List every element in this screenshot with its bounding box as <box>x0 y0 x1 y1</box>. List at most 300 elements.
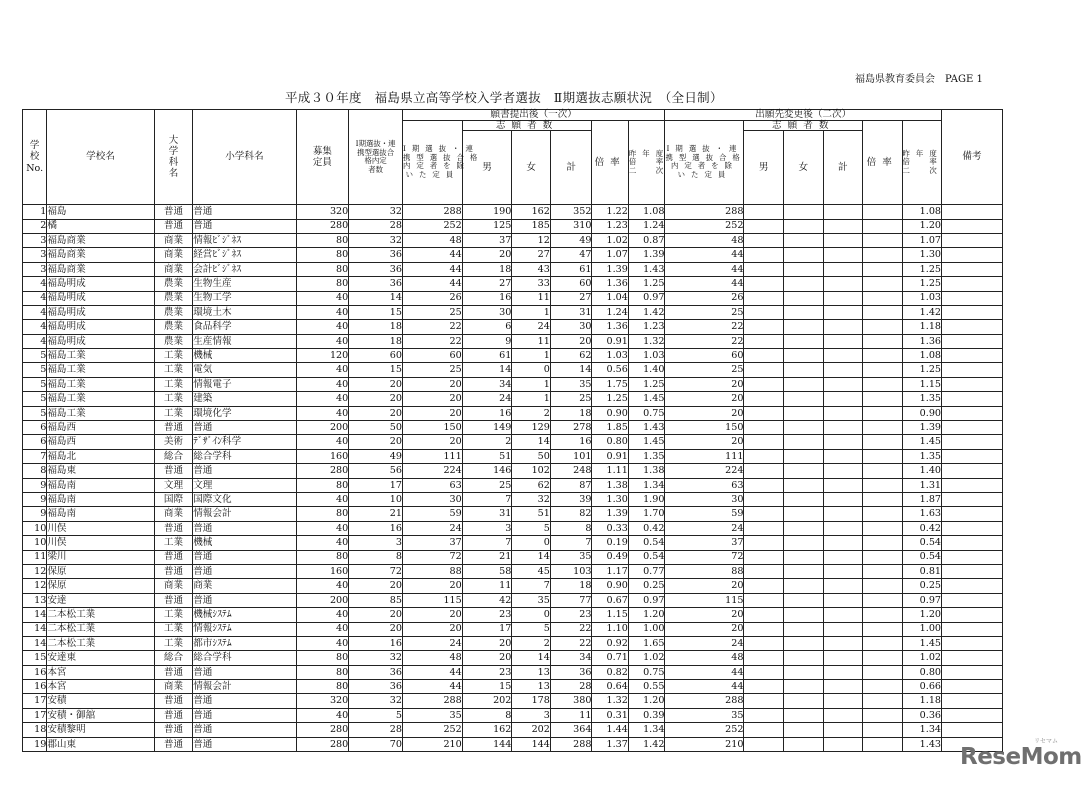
cell-prev-ratio: 1.43 <box>628 262 665 276</box>
table-row <box>23 320 1003 334</box>
cell-female2 <box>783 464 823 478</box>
cell-subdept: ﾃﾞｻﾞｲﾝ科学 <box>193 435 296 449</box>
cell-quota: 26 <box>402 291 462 305</box>
cell-male2 <box>744 248 784 262</box>
cell-female: 0 <box>512 608 551 622</box>
header-school-no <box>23 110 47 205</box>
cell-prev-ratio: 1.38 <box>628 464 665 478</box>
table-row <box>23 219 1003 233</box>
cell-prev-ratio: 1.42 <box>628 737 665 751</box>
cell-total: 352 <box>550 205 592 219</box>
cell-male2 <box>744 277 784 291</box>
cell-female: 144 <box>512 737 551 751</box>
cell-ratio: 1.30 <box>592 493 628 507</box>
table-row <box>23 536 1003 550</box>
cell-quota: 22 <box>402 334 462 348</box>
header-applicants2: 志願者数 <box>744 120 863 131</box>
cell-total: 34 <box>550 651 592 665</box>
cell-quota2: 24 <box>665 636 744 650</box>
cell-dept: 商業 <box>154 262 193 276</box>
cell-capacity: 80 <box>296 651 349 665</box>
cell-prev-ratio: 0.87 <box>628 233 665 247</box>
cell-subdept: 普通 <box>193 593 296 607</box>
cell-quota2: 288 <box>665 694 744 708</box>
cell-school: 川俣 <box>47 521 154 535</box>
table-row <box>23 392 1003 406</box>
cell-male2 <box>744 464 784 478</box>
cell-subdept: 総合学科 <box>193 449 296 463</box>
cell-total2 <box>823 680 863 694</box>
cell-male: 8 <box>462 708 512 722</box>
cell-total: 31 <box>550 305 592 319</box>
cell-male: 7 <box>462 536 512 550</box>
cell-ratio: 0.90 <box>592 406 628 420</box>
table-row <box>23 262 1003 276</box>
cell-ratio2 <box>863 550 903 564</box>
cell-prev-ratio2: 0.66 <box>902 680 942 694</box>
cell-total: 8 <box>550 521 592 535</box>
cell-ratio: 1.39 <box>592 507 628 521</box>
cell-subdept: 普通 <box>193 737 296 751</box>
cell-school-no: 14 <box>23 622 47 636</box>
cell-dept: 美術 <box>154 435 193 449</box>
cell-quota: 20 <box>402 608 462 622</box>
cell-male: 24 <box>462 392 512 406</box>
cell-total: 36 <box>550 665 592 679</box>
cell-capacity: 40 <box>296 392 349 406</box>
cell-quota2: 60 <box>665 349 744 363</box>
cell-note <box>942 651 1003 665</box>
cell-ratio: 0.92 <box>592 636 628 650</box>
header-prev-ratio2 <box>902 120 942 205</box>
cell-dept: 農業 <box>154 277 193 291</box>
cell-prev-ratio2: 1.08 <box>902 205 942 219</box>
cell-male: 7 <box>462 493 512 507</box>
cell-capacity: 40 <box>296 636 349 650</box>
cell-note <box>942 320 1003 334</box>
cell-note <box>942 334 1003 348</box>
cell-quota: 59 <box>402 507 462 521</box>
header-male2: 男 <box>744 131 784 205</box>
cell-quota2: 30 <box>665 493 744 507</box>
cell-prev-ratio2: 0.97 <box>902 593 942 607</box>
cell-total: 7 <box>550 536 592 550</box>
cell-total2 <box>823 262 863 276</box>
cell-quota2: 88 <box>665 564 744 578</box>
cell-ratio2 <box>863 521 903 535</box>
cell-ratio2 <box>863 564 903 578</box>
cell-male: 30 <box>462 305 512 319</box>
cell-total: 61 <box>550 262 592 276</box>
cell-phase1: 21 <box>349 507 403 521</box>
cell-total2 <box>823 248 863 262</box>
cell-prev-ratio: 1.42 <box>628 305 665 319</box>
cell-note <box>942 305 1003 319</box>
cell-ratio: 1.44 <box>592 723 628 737</box>
cell-capacity: 280 <box>296 464 349 478</box>
cell-capacity: 280 <box>296 737 349 751</box>
cell-female: 1 <box>512 305 551 319</box>
cell-phase1: 20 <box>349 579 403 593</box>
cell-male2 <box>744 233 784 247</box>
cell-total: 18 <box>550 579 592 593</box>
table-row <box>23 507 1003 521</box>
cell-total2 <box>823 579 863 593</box>
cell-female2 <box>783 622 823 636</box>
cell-phase1: 28 <box>349 219 403 233</box>
cell-prev-ratio: 1.25 <box>628 277 665 291</box>
cell-ratio2 <box>863 320 903 334</box>
cell-ratio: 1.02 <box>592 233 628 247</box>
cell-total: 47 <box>550 248 592 262</box>
cell-female2 <box>783 277 823 291</box>
applicant-status-table <box>22 109 1003 752</box>
cell-female: 0 <box>512 363 551 377</box>
cell-school-no: 4 <box>23 305 47 319</box>
cell-phase1: 20 <box>349 608 403 622</box>
cell-ratio2 <box>863 205 903 219</box>
cell-quota2: 20 <box>665 377 744 391</box>
cell-subdept: 情報会計 <box>193 507 296 521</box>
cell-prev-ratio2: 0.54 <box>902 550 942 564</box>
cell-ratio2 <box>863 449 903 463</box>
cell-total2 <box>823 737 863 751</box>
cell-dept: 普通 <box>154 593 193 607</box>
cell-quota2: 25 <box>665 363 744 377</box>
table-row <box>23 694 1003 708</box>
cell-quota: 30 <box>402 493 462 507</box>
cell-dept: 総合 <box>154 651 193 665</box>
cell-school: 保原 <box>47 579 154 593</box>
cell-capacity: 80 <box>296 233 349 247</box>
resemom-logo <box>960 738 1082 770</box>
cell-quota2: 224 <box>665 464 744 478</box>
cell-total2 <box>823 493 863 507</box>
cell-school: 福島明成 <box>47 334 154 348</box>
cell-male: 15 <box>462 680 512 694</box>
cell-phase1: 50 <box>349 421 403 435</box>
cell-male: 144 <box>462 737 512 751</box>
cell-quota: 20 <box>402 377 462 391</box>
cell-quota: 44 <box>402 262 462 276</box>
cell-phase1: 36 <box>349 262 403 276</box>
cell-school: 安達 <box>47 593 154 607</box>
cell-dept: 普通 <box>154 205 193 219</box>
cell-school-no: 12 <box>23 579 47 593</box>
cell-prev-ratio2: 1.07 <box>902 233 942 247</box>
cell-school-no: 3 <box>23 233 47 247</box>
cell-quota2: 20 <box>665 608 744 622</box>
cell-female: 27 <box>512 248 551 262</box>
table-row <box>23 377 1003 391</box>
cell-prev-ratio2: 1.20 <box>902 219 942 233</box>
cell-male: 23 <box>462 665 512 679</box>
cell-prev-ratio2: 1.25 <box>902 363 942 377</box>
cell-female: 62 <box>512 478 551 492</box>
cell-quota2: 44 <box>665 665 744 679</box>
cell-phase1: 20 <box>349 377 403 391</box>
cell-ratio: 1.38 <box>592 478 628 492</box>
cell-total2 <box>823 521 863 535</box>
cell-note <box>942 277 1003 291</box>
cell-male: 58 <box>462 564 512 578</box>
cell-prev-ratio: 1.34 <box>628 723 665 737</box>
cell-note <box>942 694 1003 708</box>
cell-capacity: 80 <box>296 680 349 694</box>
cell-total2 <box>823 723 863 737</box>
cell-male: 149 <box>462 421 512 435</box>
cell-subdept: 都市ｼｽﾃﾑ <box>193 636 296 650</box>
cell-prev-ratio: 1.03 <box>628 349 665 363</box>
cell-phase1: 32 <box>349 205 403 219</box>
cell-ratio: 0.64 <box>592 680 628 694</box>
cell-subdept: 生物工学 <box>193 291 296 305</box>
table-row <box>23 421 1003 435</box>
cell-school-no: 9 <box>23 507 47 521</box>
cell-school: 二本松工業 <box>47 622 154 636</box>
cell-male2 <box>744 392 784 406</box>
cell-prev-ratio2: 1.35 <box>902 449 942 463</box>
cell-ratio: 0.19 <box>592 536 628 550</box>
cell-school: 福島南 <box>47 478 154 492</box>
cell-prev-ratio: 1.45 <box>628 435 665 449</box>
cell-female: 32 <box>512 493 551 507</box>
cell-male: 17 <box>462 622 512 636</box>
cell-note <box>942 723 1003 737</box>
cell-dept: 工業 <box>154 392 193 406</box>
cell-quota2: 25 <box>665 305 744 319</box>
cell-male2 <box>744 349 784 363</box>
cell-quota2: 210 <box>665 737 744 751</box>
cell-note <box>942 521 1003 535</box>
table-row <box>23 521 1003 535</box>
document-title: 平成３０年度 福島県立高等学校入学者選抜 Ⅱ期選抜志願状況 （全日制） <box>285 90 723 105</box>
cell-subdept: 普通 <box>193 694 296 708</box>
cell-ratio2 <box>863 708 903 722</box>
cell-ratio2 <box>863 536 903 550</box>
cell-school-no: 5 <box>23 377 47 391</box>
cell-prev-ratio: 0.25 <box>628 579 665 593</box>
cell-total: 87 <box>550 478 592 492</box>
cell-note <box>942 665 1003 679</box>
cell-note <box>942 579 1003 593</box>
cell-school-no: 10 <box>23 521 47 535</box>
cell-ratio2 <box>863 421 903 435</box>
cell-dept: 工業 <box>154 349 193 363</box>
cell-subdept: 情報ﾋﾞｼﾞﾈｽ <box>193 233 296 247</box>
header-female2: 女 <box>783 131 823 205</box>
cell-total: 310 <box>550 219 592 233</box>
cell-total2 <box>823 449 863 463</box>
cell-quota: 288 <box>402 694 462 708</box>
cell-female: 202 <box>512 723 551 737</box>
cell-ratio: 1.36 <box>592 277 628 291</box>
cell-prev-ratio: 1.45 <box>628 392 665 406</box>
group-after-change: 出願先変更後（二次） <box>665 110 942 121</box>
cell-quota2: 72 <box>665 550 744 564</box>
cell-female2 <box>783 435 823 449</box>
cell-ratio: 1.22 <box>592 205 628 219</box>
table-row <box>23 608 1003 622</box>
cell-ratio2 <box>863 377 903 391</box>
header-phase1-admits <box>349 110 403 205</box>
cell-quota: 44 <box>402 248 462 262</box>
cell-total: 11 <box>550 708 592 722</box>
cell-female2 <box>783 680 823 694</box>
cell-female: 43 <box>512 262 551 276</box>
cell-female2 <box>783 608 823 622</box>
cell-male2 <box>744 493 784 507</box>
cell-school-no: 13 <box>23 593 47 607</box>
cell-male: 6 <box>462 320 512 334</box>
cell-quota: 63 <box>402 478 462 492</box>
cell-dept: 工業 <box>154 377 193 391</box>
cell-male2 <box>744 550 784 564</box>
cell-school-no: 18 <box>23 723 47 737</box>
cell-quota: 24 <box>402 521 462 535</box>
cell-male: 61 <box>462 349 512 363</box>
cell-capacity: 280 <box>296 723 349 737</box>
cell-total2 <box>823 406 863 420</box>
cell-total: 25 <box>550 392 592 406</box>
cell-ratio: 1.23 <box>592 219 628 233</box>
cell-female: 33 <box>512 277 551 291</box>
cell-dept: 工業 <box>154 536 193 550</box>
cell-ratio: 0.33 <box>592 521 628 535</box>
cell-capacity: 40 <box>296 334 349 348</box>
cell-ratio: 1.03 <box>592 349 628 363</box>
cell-phase1: 8 <box>349 550 403 564</box>
cell-male: 51 <box>462 449 512 463</box>
cell-school: 福島南 <box>47 507 154 521</box>
cell-total: 35 <box>550 550 592 564</box>
cell-capacity: 200 <box>296 421 349 435</box>
cell-prev-ratio: 1.00 <box>628 622 665 636</box>
header-applicants: 志願者数 <box>462 120 592 131</box>
table-row <box>23 723 1003 737</box>
cell-prev-ratio: 0.77 <box>628 564 665 578</box>
cell-capacity: 160 <box>296 449 349 463</box>
cell-total: 288 <box>550 737 592 751</box>
table-row <box>23 305 1003 319</box>
header-prev-ratio <box>628 120 670 205</box>
cell-capacity: 160 <box>296 564 349 578</box>
cell-ratio2 <box>863 349 903 363</box>
cell-total2 <box>823 708 863 722</box>
cell-female2 <box>783 248 823 262</box>
cell-phase1: 85 <box>349 593 403 607</box>
cell-total: 30 <box>550 320 592 334</box>
cell-capacity: 80 <box>296 478 349 492</box>
cell-prev-ratio2: 1.34 <box>902 723 942 737</box>
cell-total: 39 <box>550 493 592 507</box>
cell-capacity: 40 <box>296 622 349 636</box>
cell-quota2: 252 <box>665 219 744 233</box>
cell-female: 35 <box>512 593 551 607</box>
cell-total2 <box>823 665 863 679</box>
cell-female2 <box>783 262 823 276</box>
cell-male2 <box>744 205 784 219</box>
cell-school-no: 4 <box>23 277 47 291</box>
cell-note <box>942 219 1003 233</box>
cell-female: 51 <box>512 507 551 521</box>
cell-total2 <box>823 349 863 363</box>
cell-prev-ratio: 1.70 <box>628 507 665 521</box>
cell-school: 安積・御舘 <box>47 708 154 722</box>
cell-male: 20 <box>462 248 512 262</box>
publisher-page-label: 福島県教育委員会 PAGE 1 <box>855 74 983 85</box>
cell-phase1: 18 <box>349 334 403 348</box>
cell-school: 福島商業 <box>47 233 154 247</box>
cell-ratio2 <box>863 737 903 751</box>
cell-male: 27 <box>462 277 512 291</box>
cell-subdept: 商業 <box>193 579 296 593</box>
cell-female: 11 <box>512 334 551 348</box>
cell-phase1: 14 <box>349 291 403 305</box>
cell-quota2: 20 <box>665 406 744 420</box>
cell-total2 <box>823 464 863 478</box>
cell-prev-ratio2: 1.31 <box>902 478 942 492</box>
cell-ratio: 1.25 <box>592 392 628 406</box>
cell-total: 14 <box>550 363 592 377</box>
cell-dept: 工業 <box>154 622 193 636</box>
cell-quota2: 44 <box>665 248 744 262</box>
cell-quota: 111 <box>402 449 462 463</box>
cell-quota2: 35 <box>665 708 744 722</box>
cell-ratio: 1.24 <box>592 305 628 319</box>
cell-quota: 252 <box>402 723 462 737</box>
cell-male2 <box>744 305 784 319</box>
cell-dept: 農業 <box>154 320 193 334</box>
cell-quota2: 20 <box>665 579 744 593</box>
cell-female: 102 <box>512 464 551 478</box>
cell-dept: 普通 <box>154 737 193 751</box>
cell-ratio2 <box>863 723 903 737</box>
cell-note <box>942 507 1003 521</box>
cell-ratio: 1.37 <box>592 737 628 751</box>
table-row <box>23 349 1003 363</box>
cell-prev-ratio: 0.55 <box>628 680 665 694</box>
cell-female: 3 <box>512 708 551 722</box>
cell-quota: 60 <box>402 349 462 363</box>
cell-subdept: 環境化学 <box>193 406 296 420</box>
table-row <box>23 651 1003 665</box>
cell-female: 13 <box>512 680 551 694</box>
cell-ratio: 0.67 <box>592 593 628 607</box>
cell-school: 橘 <box>47 219 154 233</box>
cell-capacity: 40 <box>296 579 349 593</box>
cell-ratio2 <box>863 219 903 233</box>
cell-note <box>942 636 1003 650</box>
cell-female: 45 <box>512 564 551 578</box>
cell-female2 <box>783 521 823 535</box>
cell-dept: 普通 <box>154 564 193 578</box>
cell-dept: 工業 <box>154 363 193 377</box>
cell-total2 <box>823 421 863 435</box>
cell-quota: 35 <box>402 708 462 722</box>
cell-subdept: 普通 <box>193 564 296 578</box>
cell-note <box>942 248 1003 262</box>
cell-female: 185 <box>512 219 551 233</box>
cell-school: 安積 <box>47 694 154 708</box>
cell-female: 1 <box>512 349 551 363</box>
cell-male: 162 <box>462 723 512 737</box>
cell-quota2: 24 <box>665 521 744 535</box>
cell-ratio2 <box>863 233 903 247</box>
header-quota <box>402 120 484 205</box>
cell-school: 福島西 <box>47 421 154 435</box>
cell-phase1: 17 <box>349 478 403 492</box>
